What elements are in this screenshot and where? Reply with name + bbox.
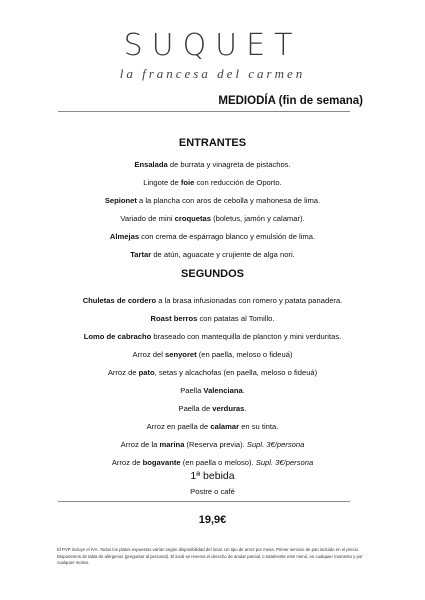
dish-description: con reducción de Oporto.: [194, 178, 282, 187]
dish-description: de atún, aguacate y crujiente de alga nori.: [151, 250, 295, 259]
dish-name: Sepionet: [104, 196, 137, 205]
dish-description: braseado con mantequilla de plancton y mini verduritas.: [151, 332, 342, 341]
dish-description: , setas y alcachofas (en paella, meloso o fideuá): [154, 368, 318, 377]
dish-description: Arroz del: [132, 350, 165, 359]
dish-description: a la plancha con aros de cebolla y mahonesa de lima.: [136, 196, 321, 205]
menu-item: [40, 174, 385, 192]
footer-divider: [58, 501, 350, 502]
dish-name: Chuletas de cordero: [82, 296, 157, 305]
footnote: El PVP incluye el IVA. Todos los platos expuestos varían según disponibilidad del local. Un tipo de arroz por mesa. Primer servicio de pan incluido en el precio. Disponemos de tabla de alérgenos (preguntar al personal). El local se reserva el derecho de anular parcial, o totalmente este menú, en cualquier momento y por cualquier motivo.: [57, 547, 363, 565]
dish-description: Arroz de la: [120, 440, 160, 449]
menu-item: [40, 310, 385, 328]
dish-name: bogavante: [142, 458, 181, 467]
dish-description: .: [242, 386, 245, 395]
dish-description: Paella de: [178, 404, 213, 413]
section-title-entrantes: ENTRANTES: [178, 137, 247, 149]
dish-description: (boletus, jamón y calamar).: [210, 214, 305, 223]
menu-item: [40, 364, 385, 382]
entrantes-list: [40, 156, 385, 264]
menu-item: [40, 418, 385, 436]
menu-subtitle: MEDIODÍA (fin de semana): [218, 95, 363, 107]
dish-description: (en paella, meloso o fideuá): [196, 350, 293, 359]
dish-description: con crema de espárrago blanco y emulsión de lima.: [139, 232, 316, 241]
drink-line: 1ª bebida: [190, 470, 235, 482]
dish-description: con patatas al Tomillo.: [197, 314, 275, 323]
header-divider: [58, 111, 350, 112]
brand-name: SUQUET: [123, 28, 302, 63]
menu-item: [40, 192, 385, 210]
dish-name: Valenciana: [203, 386, 243, 395]
dish-name: calamar: [210, 422, 240, 431]
dish-description: Variado de mini: [120, 214, 175, 223]
dish-description: a la brasa infusionadas con romero y patata panadera.: [156, 296, 343, 305]
menu-item: [40, 246, 385, 264]
dish-name: foie: [180, 178, 195, 187]
dish-name: Ensalada: [134, 160, 168, 169]
dish-description: (Reserva previa).: [184, 440, 247, 449]
menu-item: [40, 400, 385, 418]
dish-description: Arroz en paella de: [146, 422, 211, 431]
dessert-line: Postre o café: [190, 487, 235, 496]
menu-item: [40, 382, 385, 400]
dish-name: senyoret: [165, 350, 197, 359]
menu-item: [40, 436, 385, 454]
dish-name: pato: [138, 368, 155, 377]
dish-description: de burrata y vinagreta de pistachos.: [167, 160, 291, 169]
menu-item: [40, 346, 385, 364]
menu-item: [40, 210, 385, 228]
supplement-note: Supl. 3€/persona: [255, 458, 314, 467]
dish-description: Lingote de: [143, 178, 181, 187]
dish-description: Paella: [180, 386, 204, 395]
dish-description: Arroz de: [111, 458, 143, 467]
segundos-list: [40, 292, 385, 472]
dish-name: Roast berros: [150, 314, 198, 323]
menu-item: [40, 292, 385, 310]
brand-tagline: la francesa del carmen: [119, 66, 306, 81]
dish-description: en su tinta.: [239, 422, 279, 431]
dish-description: (en paella o meloso).: [180, 458, 256, 467]
menu-price: 19,9€: [198, 514, 227, 526]
dish-description: Arroz de: [107, 368, 139, 377]
dish-name: verduras: [212, 404, 245, 413]
menu-item: [40, 328, 385, 346]
dish-name: Tartar: [130, 250, 152, 259]
supplement-note: Supl. 3€/persona: [246, 440, 305, 449]
dish-name: Lomo de cabracho: [83, 332, 152, 341]
dish-name: croquetas: [174, 214, 211, 223]
menu-item: [40, 228, 385, 246]
dish-name: marina: [159, 440, 185, 449]
menu-item: [40, 156, 385, 174]
dish-name: Almejas: [109, 232, 140, 241]
section-title-segundos: SEGUNDOS: [181, 268, 244, 280]
dish-description: .: [244, 404, 247, 413]
